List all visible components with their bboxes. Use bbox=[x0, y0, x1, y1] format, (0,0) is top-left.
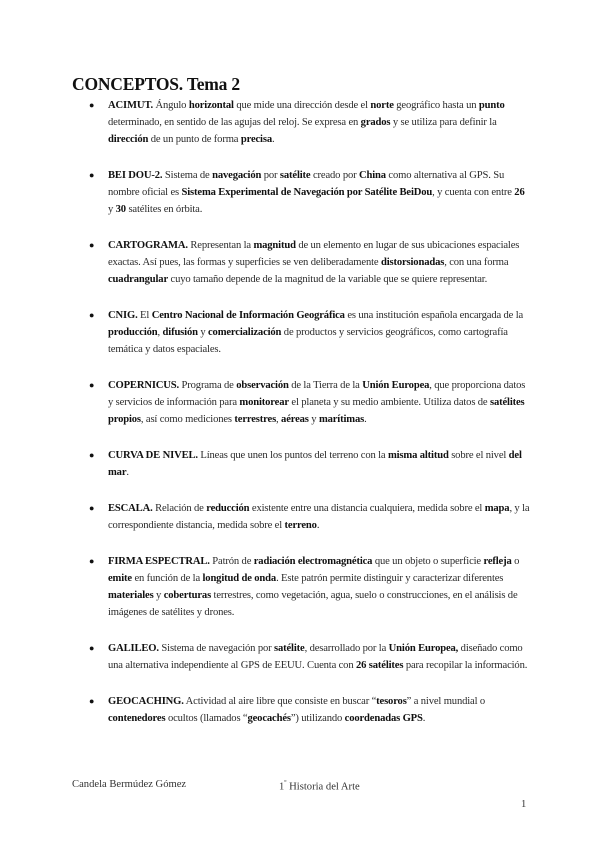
bold-term: materiales bbox=[108, 590, 154, 601]
bold-term: GEOCACHING. bbox=[108, 696, 184, 707]
text-run: existente entre una distancia cualquiera, medida sobre el bbox=[249, 503, 485, 514]
bold-term: China bbox=[359, 170, 386, 181]
text-run: Programa de bbox=[179, 380, 237, 391]
text-run: el planeta y su medio ambiente. Utiliza datos de bbox=[288, 397, 490, 408]
bold-term: punto bbox=[478, 100, 505, 111]
list-item bbox=[72, 500, 532, 534]
text-run: , desarrollado por la bbox=[304, 643, 389, 654]
text-run: geográfico hasta un bbox=[393, 100, 479, 111]
bold-term: norte bbox=[370, 100, 394, 111]
text-run: por bbox=[261, 170, 280, 181]
bold-term: misma altitud bbox=[387, 450, 449, 461]
text-run: determinado, en sentido de las agujas del reloj. Se expresa en bbox=[108, 117, 361, 128]
bold-term: reducción bbox=[206, 503, 250, 514]
bold-term: marítimas bbox=[318, 414, 365, 425]
list-item bbox=[72, 237, 532, 288]
footer-course-name: Historia del Arte bbox=[286, 781, 360, 793]
bold-term: BEI DOU-2. bbox=[108, 170, 163, 181]
bullet-icon: ● bbox=[89, 696, 95, 706]
text-run: Sistema de bbox=[162, 170, 213, 181]
bold-term: ESCALA. bbox=[108, 503, 153, 514]
text-run: ” a nivel mundial o bbox=[406, 696, 486, 707]
text-run: Líneas que unen los puntos del terreno con la bbox=[197, 450, 388, 461]
footer-course-ordinal: º bbox=[284, 779, 287, 787]
text-run: Relación de bbox=[152, 503, 207, 514]
bold-term: Centro Nacional de Información Geográfica bbox=[151, 310, 345, 321]
footer-course-number: 1 bbox=[279, 781, 285, 793]
concept-list bbox=[72, 97, 532, 746]
list-item bbox=[72, 553, 532, 621]
bold-term: horizontal bbox=[188, 100, 234, 111]
bullet-icon: ● bbox=[89, 556, 95, 566]
text-run: cuyo tamaño depende de la magnitud de la variable que se quiere representar. bbox=[168, 274, 488, 285]
list-item bbox=[72, 693, 532, 727]
text-run: ”) utilizando bbox=[290, 713, 345, 724]
bold-term: mapa bbox=[484, 503, 510, 514]
text-run: , y cuenta con entre bbox=[432, 187, 515, 198]
bold-term: 30 bbox=[115, 204, 126, 215]
text-run: Patrón de bbox=[209, 556, 254, 567]
bold-term: CURVA DE NIVEL. bbox=[108, 450, 198, 461]
bold-term: terreno bbox=[284, 520, 317, 531]
text-run: ocultos (llamados “ bbox=[165, 713, 248, 724]
text-run: terrestres, como vegetación, agua, suelo o construcciones, en el análisis de imágenes de satélites y drones. bbox=[108, 590, 518, 618]
text-run: . bbox=[316, 520, 320, 531]
bullet-icon: ● bbox=[89, 100, 95, 110]
bold-term: COPERNICUS. bbox=[108, 380, 180, 391]
text-run: y bbox=[197, 327, 208, 338]
text-run: de un elemento en lugar de sus ubicaciones espaciales exactas. Así pues, las formas y superficies se ven deliberadamente bbox=[108, 240, 520, 268]
bold-term: dirección bbox=[108, 134, 149, 145]
bold-term: refleja bbox=[483, 556, 512, 567]
bold-term: terrestres bbox=[234, 414, 277, 425]
text-run: , bbox=[157, 327, 163, 338]
list-item bbox=[72, 97, 532, 148]
text-run: y bbox=[108, 204, 116, 215]
bold-term: FIRMA ESPECTRAL. bbox=[108, 556, 210, 567]
text-run: y bbox=[153, 590, 164, 601]
bullet-icon: ● bbox=[89, 643, 95, 653]
bullet-icon: ● bbox=[89, 170, 95, 180]
list-item bbox=[72, 640, 532, 674]
bold-term: CARTOGRAMA. bbox=[108, 240, 188, 251]
text-run: sobre el nivel bbox=[448, 450, 509, 461]
bold-term: CNIG. bbox=[108, 310, 138, 321]
text-run: . bbox=[126, 467, 129, 478]
text-run: , así como mediciones bbox=[140, 414, 235, 425]
bold-term: Unión Europea bbox=[362, 380, 430, 391]
bold-term: cuadrangular bbox=[108, 274, 169, 285]
text-run: de un punto de forma bbox=[148, 134, 241, 145]
text-run: El bbox=[137, 310, 152, 321]
list-item bbox=[72, 307, 532, 358]
bold-term: radiación electromagnética bbox=[253, 556, 373, 567]
text-run: en función de la bbox=[131, 573, 203, 584]
bold-term: grados bbox=[360, 117, 391, 128]
text-run: como alternativa al GPS. Su nombre oficial es bbox=[108, 170, 505, 198]
bold-term: aéreas bbox=[281, 414, 309, 425]
page-title: CONCEPTOS. Tema 2 bbox=[72, 74, 240, 94]
bold-term: geocachés bbox=[247, 713, 291, 724]
bold-term: ACIMUT. bbox=[108, 100, 153, 111]
text-run: que mide una dirección desde el bbox=[233, 100, 371, 111]
bold-term: navegación bbox=[212, 170, 262, 181]
text-run: diseñado como una alternativa independiente al GPS de EEUU. Cuenta con bbox=[108, 643, 523, 671]
bullet-icon: ● bbox=[89, 310, 95, 320]
text-run: de productos y servicios geográficos, como cartografía temática y datos espaciales. bbox=[108, 327, 508, 355]
bold-term: magnitud bbox=[253, 240, 296, 251]
text-run: Actividad al aire libre que consiste en buscar “ bbox=[183, 696, 377, 707]
bold-term: monitorear bbox=[239, 397, 289, 408]
list-item bbox=[72, 377, 532, 428]
bold-term: contenedores bbox=[108, 713, 166, 724]
text-run: es una institución española encargada de la bbox=[344, 310, 524, 321]
bold-term: GALILEO. bbox=[108, 643, 159, 654]
text-run: . bbox=[271, 134, 275, 145]
text-run: satélites en órbita. bbox=[125, 204, 203, 215]
bold-term: comercialización bbox=[208, 327, 282, 338]
footer-author: Candela Bermúdez Gómez bbox=[72, 779, 187, 790]
bold-term: satélite bbox=[279, 170, 311, 181]
bold-term: observación bbox=[236, 380, 289, 391]
bold-term: emite bbox=[108, 573, 132, 584]
page-number: 1 bbox=[521, 799, 527, 810]
bold-term: satélite bbox=[274, 643, 305, 654]
text-run: o bbox=[511, 556, 520, 567]
text-run: Representan la bbox=[187, 240, 254, 251]
text-run: . bbox=[422, 713, 426, 724]
text-run: y se utiliza para definir la bbox=[390, 117, 497, 128]
text-run: . Este patrón permite distinguir y caracterizar diferentes bbox=[276, 573, 504, 584]
bold-term: 26 bbox=[514, 187, 525, 198]
bold-term: Sistema Experimental de Navegación por Satélite BeiDou bbox=[181, 187, 433, 198]
bullet-icon: ● bbox=[89, 240, 95, 250]
bold-term: coberturas bbox=[163, 590, 212, 601]
bold-term: tesoros bbox=[376, 696, 407, 707]
list-item bbox=[72, 447, 532, 481]
bold-term: satélites propios bbox=[108, 397, 525, 425]
text-run: de la Tierra de la bbox=[288, 380, 363, 391]
bold-term: distorsionadas bbox=[380, 257, 445, 268]
text-run: , que proporciona datos y servicios de información para bbox=[108, 380, 526, 408]
text-run: , bbox=[276, 414, 282, 425]
text-run: . bbox=[364, 414, 367, 425]
bold-term: Unión Europea, bbox=[388, 643, 459, 654]
footer-course bbox=[279, 779, 360, 793]
text-run: que un objeto o superficie bbox=[372, 556, 484, 567]
bold-term: precisa bbox=[240, 134, 272, 145]
bold-term: del mar bbox=[108, 450, 522, 478]
bold-term: coordenadas GPS bbox=[344, 713, 423, 724]
text-run: Ángulo bbox=[152, 100, 189, 111]
bold-term: longitud de onda bbox=[202, 573, 277, 584]
bold-term: 26 satélites bbox=[355, 660, 404, 671]
list-item bbox=[72, 167, 532, 218]
text-run: y bbox=[308, 414, 319, 425]
bullet-icon: ● bbox=[89, 450, 95, 460]
bold-term: difusión bbox=[162, 327, 198, 338]
bold-term: producción bbox=[108, 327, 158, 338]
text-run: Sistema de navegación por bbox=[158, 643, 274, 654]
text-run: , con una forma bbox=[444, 257, 509, 268]
text-run: para recopilar la información. bbox=[403, 660, 528, 671]
text-run: , y la correspondiente distancia, medida sobre el bbox=[108, 503, 530, 531]
text-run: creado por bbox=[310, 170, 359, 181]
bullet-icon: ● bbox=[89, 380, 95, 390]
bullet-icon: ● bbox=[89, 503, 95, 513]
